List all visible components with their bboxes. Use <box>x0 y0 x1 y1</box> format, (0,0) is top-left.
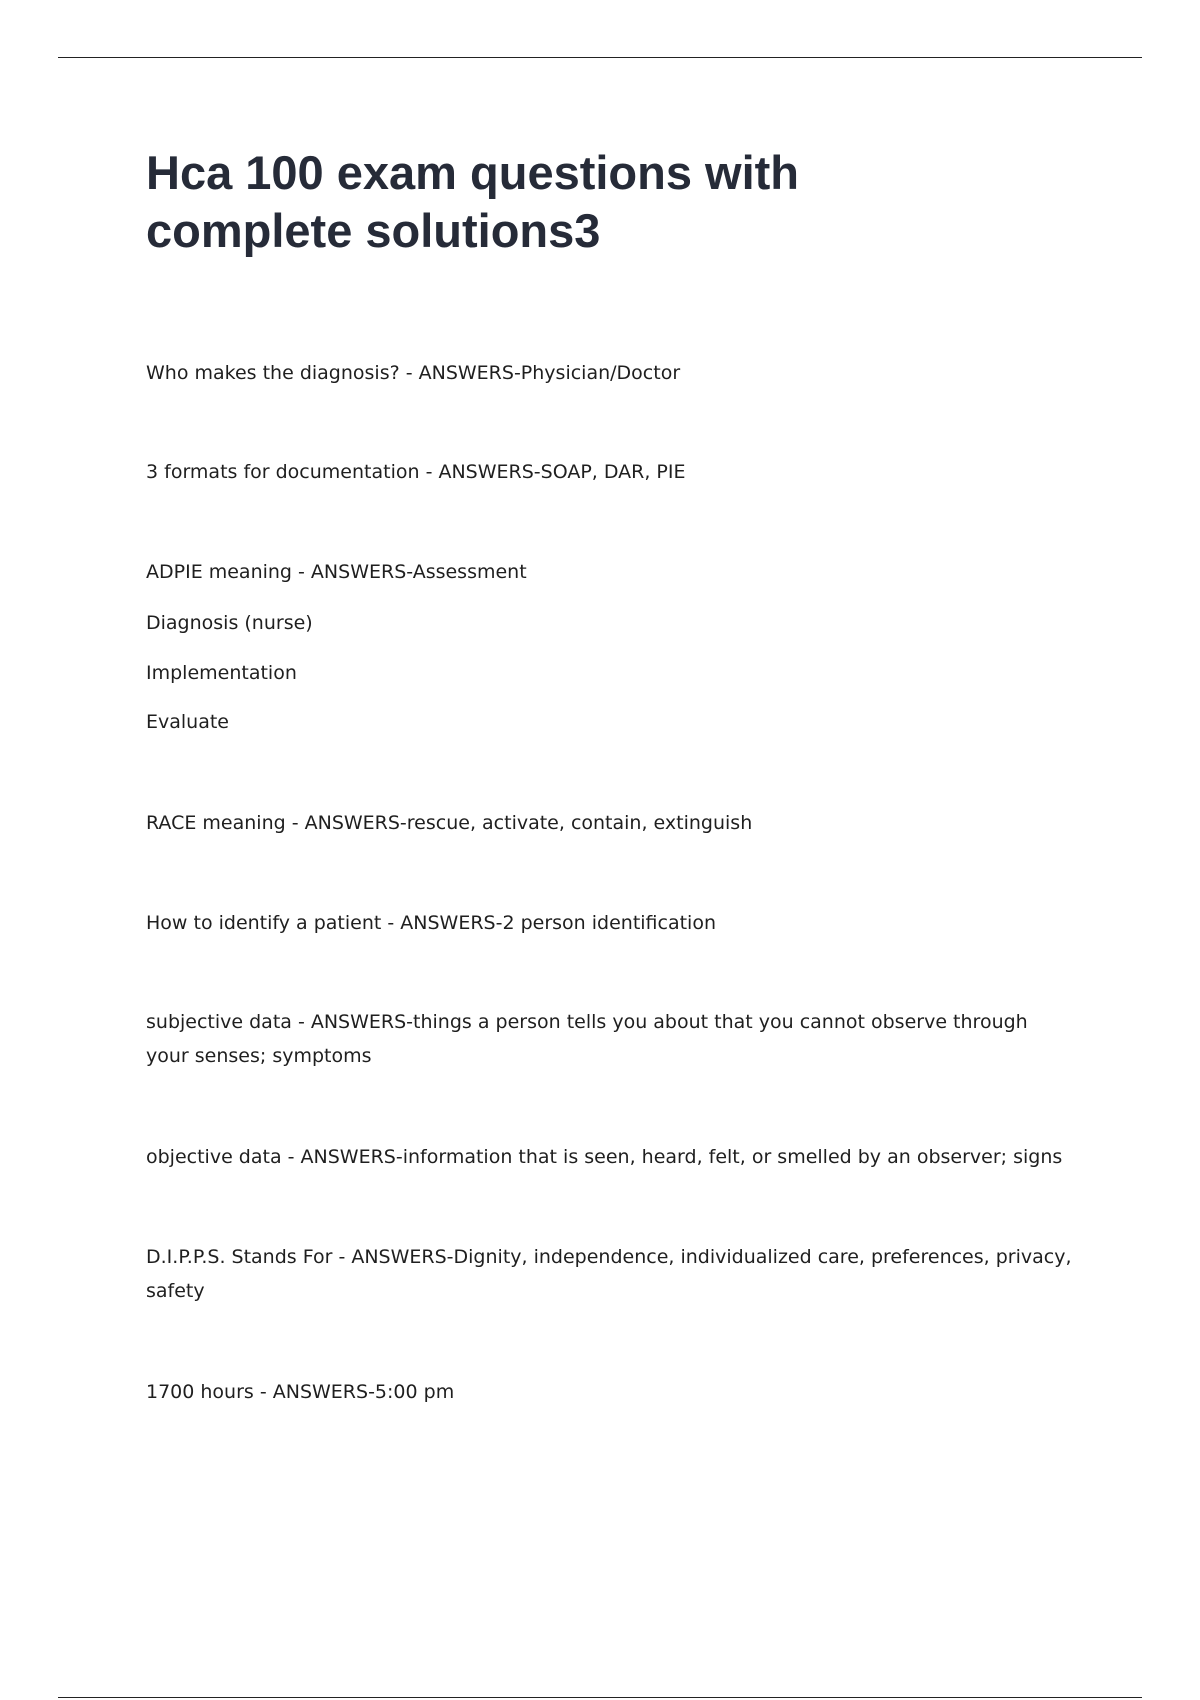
qa-diagnosis <box>146 356 1106 390</box>
qa-1700-hours <box>146 1375 1106 1409</box>
title-line-2: complete solutions3 <box>146 204 601 257</box>
qa-dipps <box>146 1240 1106 1308</box>
text-line: 1700 hours - ANSWERS-5:00 pm <box>146 1381 455 1403</box>
qa-documentation-formats <box>146 455 1106 489</box>
qa-adpie <box>146 555 1106 589</box>
text-line: 3 formats for documentation - ANSWERS-SOAP, DAR, PIE <box>146 461 686 483</box>
text-line: How to identify a patient - ANSWERS-2 person identification <box>146 912 716 934</box>
text-line: Implementation <box>146 662 297 684</box>
text-line: objective data - ANSWERS-information that is seen, heard, felt, or smelled by an observer; signs <box>146 1146 1063 1168</box>
qa-subjective-data <box>146 1005 1106 1073</box>
qa-race <box>146 806 1106 840</box>
text-line: your senses; symptoms <box>146 1045 372 1067</box>
text-line: Who makes the diagnosis? - ANSWERS-Physician/Doctor <box>146 362 681 384</box>
top-rule <box>58 57 1142 58</box>
text-line: Evaluate <box>146 711 229 733</box>
adpie-diagnosis <box>146 606 1106 640</box>
qa-objective-data <box>146 1140 1106 1174</box>
text-line: subjective data - ANSWERS-things a person tells you about that you cannot observe through <box>146 1011 1028 1033</box>
adpie-evaluate <box>146 705 1106 739</box>
qa-identify-patient <box>146 906 1106 940</box>
title-line-1: Hca 100 exam questions with <box>146 146 800 199</box>
document-title <box>146 144 1086 260</box>
text-line: safety <box>146 1280 205 1302</box>
text-line: D.I.P.P.S. Stands For - ANSWERS-Dignity, independence, individualized care, preferences, privacy, <box>146 1246 1072 1268</box>
text-line: Diagnosis (nurse) <box>146 612 313 634</box>
bottom-rule <box>58 1697 1142 1698</box>
text-line: RACE meaning - ANSWERS-rescue, activate, contain, extinguish <box>146 812 753 834</box>
text-line: ADPIE meaning - ANSWERS-Assessment <box>146 561 527 583</box>
adpie-implementation <box>146 656 1106 690</box>
